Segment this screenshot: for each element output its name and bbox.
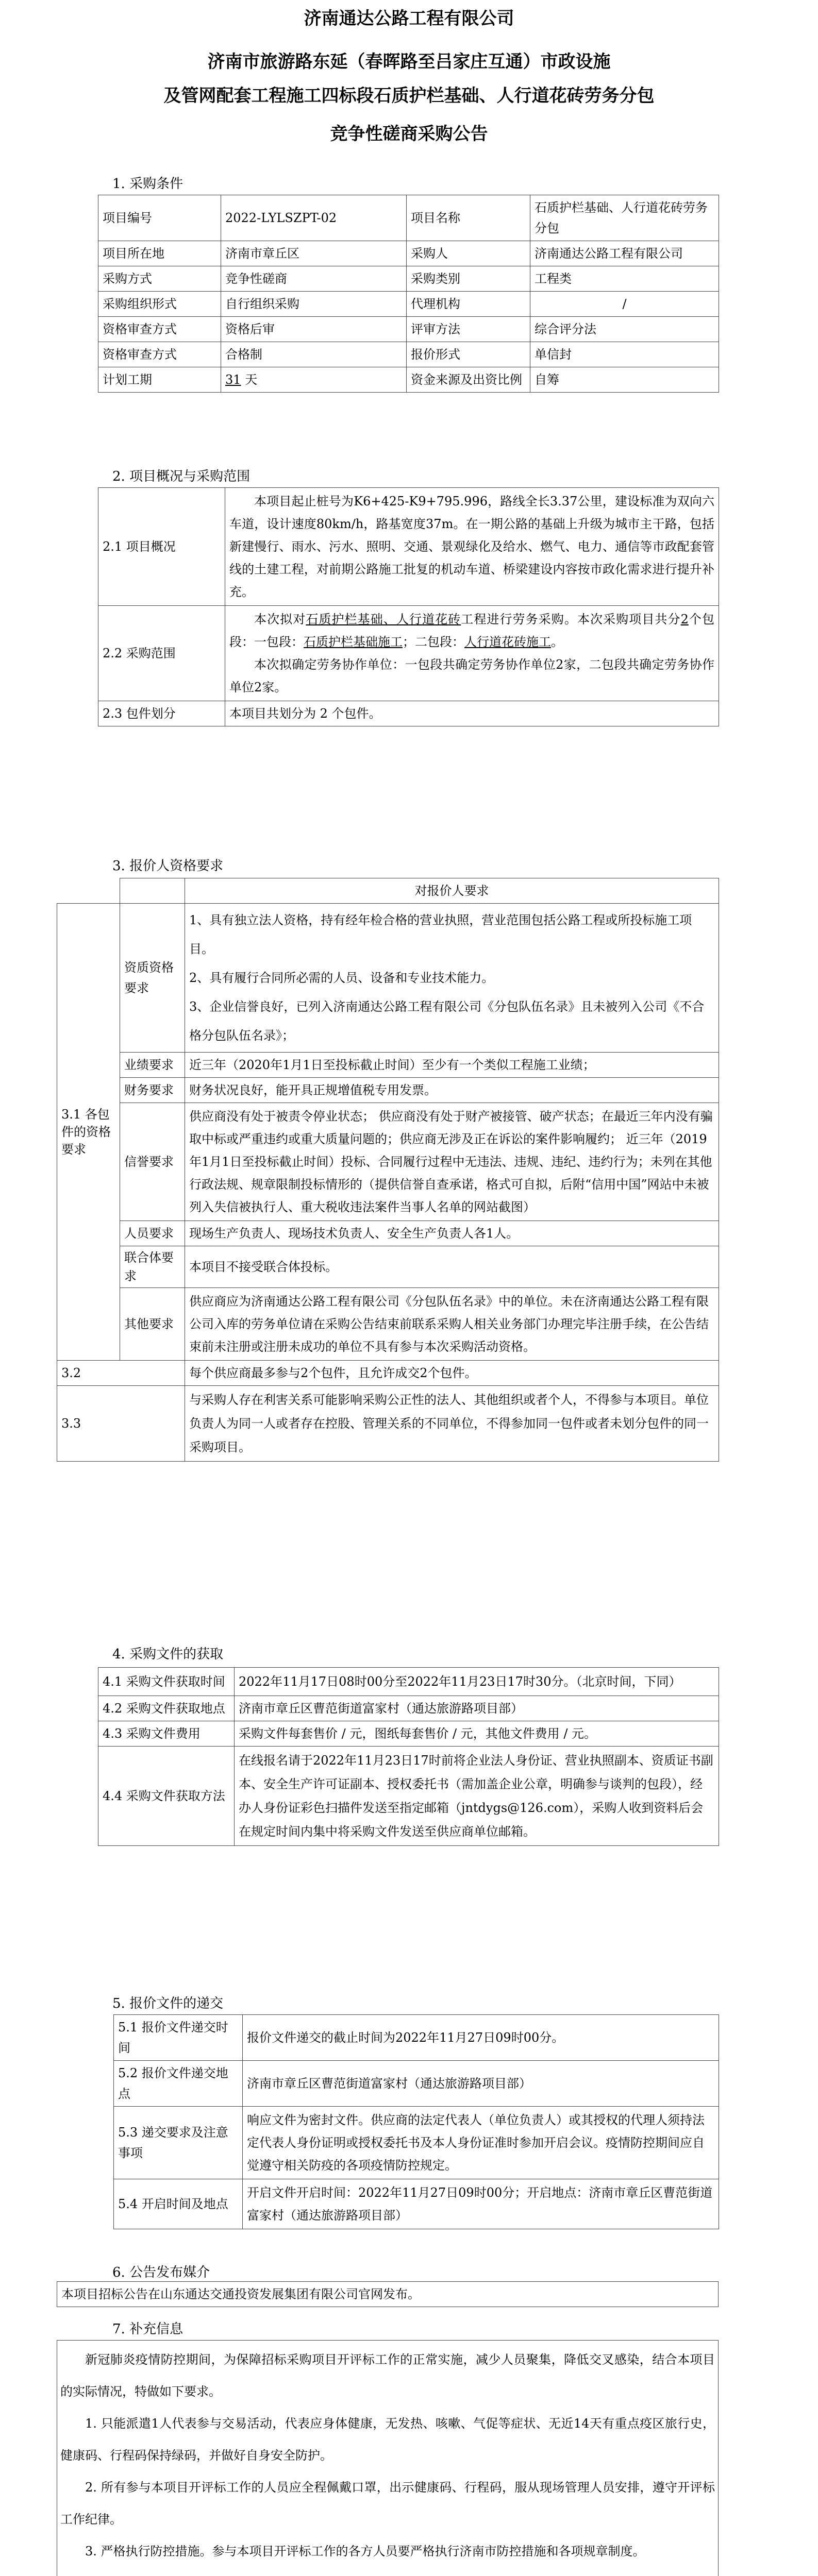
cell-value: /: [530, 292, 719, 317]
cell-label: 其他要求: [120, 1288, 185, 1361]
cell-value: 石质护栏基础、人行道花砖劳务分包: [530, 195, 719, 241]
table-row: [98, 1721, 719, 1747]
cell-label: 资金来源及出资比例: [407, 367, 530, 393]
cell-label: 4.2 采购文件获取地点: [98, 1696, 235, 1721]
requirement-line: 1、具有独立法人资格，持有经年检合格的营业执照，营业范围包括公路工程或所投标施工项目。: [189, 913, 692, 956]
table-row: [57, 1361, 719, 1386]
cell-label: 采购组织形式: [98, 292, 221, 317]
cell-value: 现场生产负责人、现场技术负责人、安全生产负责人各1人。: [185, 1221, 719, 1246]
section-3-heading: 3. 报价人资格要求: [112, 858, 224, 874]
document-acquisition-table: [98, 1667, 719, 1846]
cell-label: 资格审查方式: [98, 342, 221, 367]
cell-value: 近三年（2020年1月1日至投标截止时间）至少有一个类似工程施工业绩；: [185, 1053, 719, 1078]
cell-value: 报价文件递交的截止时间为2022年11月27日09时00分。: [243, 2015, 719, 2061]
table-row: [98, 266, 719, 292]
supplementary-paragraph: 1. 只能派遣1人代表参与交易活动，代表应身体健康，无发热、咳嗽、气促等症状、无近14天有重点疫区旅行史，健康码、行程码保持绿码，并做好自身安全防护。: [60, 2416, 715, 2463]
scope-text: ；二包段：: [403, 635, 464, 649]
cell-label: 项目名称: [407, 195, 530, 241]
cell-label: 2.3 包件划分: [98, 701, 225, 726]
cell-label: 4.1 采购文件获取时间: [98, 1668, 235, 1696]
table-row: [114, 2107, 719, 2179]
supplementary-paragraph: [60, 2567, 715, 2576]
cell-label: 项目所在地: [98, 241, 221, 266]
table-row: [57, 1221, 719, 1246]
project-title-line-2: 及管网配套工程施工四标段石质护栏基础、人行道花砖劳务分包: [163, 86, 655, 106]
bid-submission-table: [113, 2014, 719, 2229]
table-row: [98, 1696, 719, 1721]
cell-value: 2022年11月17日08时00分至2022年11月23日17时30分。（北京时间，下同）: [235, 1668, 719, 1696]
table-row: [57, 1288, 719, 1361]
section-5-heading: 5. 报价文件的递交: [112, 1996, 224, 2011]
project-overview-text: 本项目起止桩号为K6+425-K9+795.996，路线全长3.37公里，建设标准为双向六车道，设计速度80km/h，路基宽度37m。在一期公路的基础上升级为城市主干路，包括新建慢行、雨水、污水、照明、交通、景观绿化及给水、燃气、电力、通信等市政配套管线的土建工程，对前期公路施工批复的机动车道、桥梁建设内容按市政化需求进行提升补充。: [225, 488, 719, 606]
supplementary-paragraph: 3. 严格执行防控措施。参与本项目开评标工作的各方人员要严格执行济南市防控措施和各项规章制度。: [85, 2544, 645, 2558]
table-row: [57, 1386, 719, 1462]
cell-label: 2.1 项目概况: [98, 488, 225, 606]
scope-work-items: 石质护栏基础、人行道花砖: [306, 612, 461, 626]
section-7-heading: 7. 补充信息: [112, 2321, 183, 2337]
cell-label: 5.1 报价文件递交时间: [114, 2015, 243, 2061]
announcement-title: 竞争性磋商采购公告: [330, 124, 488, 144]
cell-label: 5.2 报价文件递交地点: [114, 2061, 243, 2107]
table-row: [57, 904, 719, 1053]
table-row: [98, 195, 719, 241]
cell-label: 4.4 采购文件获取方法: [98, 1747, 235, 1846]
table-row: [114, 2179, 719, 2229]
column-header: 对报价人要求: [185, 878, 719, 904]
cell-value: 每个供应商最多参与2个包件，且允许成交2个包件。: [185, 1361, 719, 1386]
scope-paragraph-1: [229, 608, 714, 653]
scope-paragraph-2: 本次拟确定劳务协作单位：一包段共确定劳务协作单位2家，二包段共确定劳务协作单位2家。: [229, 657, 714, 694]
section-4-heading: 4. 采购文件的获取: [112, 1647, 224, 1662]
cell-label: 3.2: [57, 1361, 185, 1386]
cell-label: 代理机构: [407, 292, 530, 317]
duration-days: 31: [225, 372, 241, 387]
procurement-scope-text: [225, 606, 719, 701]
cell-value: 供应商没有处于被责令停业状态； 供应商没有处于财产被接管、破产状态；在最近三年内没有骗取中标或严重违约或重大质量问题的；供应商无涉及正在诉讼的案件影响履约； 近三年（2019年1月1日至投标截止时间）投标、合同履行过程中无违法、违规、违纪、违约行为；未列在其他行政法规、规章限制投标情形的（提供信誉自查承诺，格式可自拟，后附“信用中国”网站中未被列入失信被执行人、重大税收违法案件当事人名单的网站截图）: [185, 1103, 719, 1221]
table-row: [98, 292, 719, 317]
qualification-table: [57, 878, 719, 1462]
cell-label: 资格审查方式: [98, 317, 221, 342]
table-row: [98, 342, 719, 367]
cell-value: 竞争性磋商: [221, 266, 407, 292]
procurement-conditions-table: [98, 195, 719, 393]
cell-label: 评审方法: [407, 317, 530, 342]
cell-label: 财务要求: [120, 1078, 185, 1103]
supplementary-paragraph: 新冠肺炎疫情防控期间，为保障招标采购项目开评标工作的正常实施，减少人员聚集，降低交叉感染，结合本项目的实际情况，特做如下要求。: [60, 2352, 715, 2399]
supplementary-paragraph: 2. 所有参与本项目开评标工作的人员应全程佩戴口罩，出示健康码、行程码，服从现场管理人员安排，遵守开评标工作纪律。: [60, 2480, 715, 2527]
cell-label: 业绩要求: [120, 1053, 185, 1078]
cell-value: 济南市章丘区: [221, 241, 407, 266]
blank-cell: [57, 878, 120, 904]
section-2-heading: 2. 项目概况与采购范围: [112, 469, 251, 484]
cell-value: 2022-LYLSZPT-02: [221, 195, 407, 241]
table-row: [98, 488, 719, 606]
cell-value: 资格后审: [221, 317, 407, 342]
duration-unit: 天: [245, 372, 258, 387]
cell-value: 采购文件每套售价 / 元，图纸每套售价 / 元，其他文件费用 / 元。: [235, 1721, 719, 1747]
cell-value: 财务状况良好，能开具正规增值税专用发票。: [185, 1078, 719, 1103]
table-row: [57, 1103, 719, 1221]
cell-label: 项目编号: [98, 195, 221, 241]
table-row: [98, 367, 719, 393]
cell-value: 响应文件为密封文件。供应商的法定代表人（单位负责人）或其授权的代理人须持法定代表人身份证明或授权委托书及本人身份证准时参加开启会议。疫情防控期间应自觉遵守相关防疫的各项疫情防控规定。: [243, 2107, 719, 2179]
requirement-line: 2、具有履行合同所必需的人员、设备和专业技术能力。: [189, 971, 494, 985]
cell-label: 采购方式: [98, 266, 221, 292]
table-row: [57, 2282, 719, 2307]
table-row: [98, 701, 719, 726]
cell-label: 信誉要求: [120, 1103, 185, 1221]
cell-label: 3.3: [57, 1386, 185, 1462]
cell-value: 本项目招标公告在山东通达交通投资发展集团有限公司官网发布。: [57, 2282, 719, 2307]
cell-label: 2.2 采购范围: [98, 606, 225, 701]
table-row: [98, 1747, 719, 1846]
cell-label: 联合体要求: [120, 1246, 185, 1288]
scope-package-2: 人行道花砖施工: [464, 635, 551, 649]
cell-value: 与采购人存在利害关系可能影响采购公正性的法人、其他组织或者个人，不得参与本项目。单位负责人为同一人或者存在控股、管理关系的不同单位，不得参加同一包件或者未划分包件的同一采购项目。: [185, 1386, 719, 1462]
scope-text: 工程进行劳务采购。本次采购项目共分: [461, 612, 681, 626]
cell-value: 自行组织采购: [221, 292, 407, 317]
scope-text: 本次拟对: [254, 612, 306, 626]
cell-value: 济南通达公路工程有限公司: [530, 241, 719, 266]
table-row: [98, 241, 719, 266]
table-row: [114, 2015, 719, 2061]
table-row: [57, 878, 719, 904]
cell-value: 本项目不接受联合体投标。: [185, 1246, 719, 1288]
project-title-line-1: 济南市旅游路东延（春晖路至吕家庄互通）市政设施: [207, 52, 611, 72]
cell-label: 4.3 采购文件费用: [98, 1721, 235, 1747]
section-6-heading: 6. 公告发布媒介: [112, 2265, 210, 2280]
cell-label: 5.4 开启时间及地点: [114, 2179, 243, 2229]
cell-value: 济南市章丘区曹范街道富家村（通达旅游路项目部）: [243, 2061, 719, 2107]
cell-value: 工程类: [530, 266, 719, 292]
table-row: [57, 1246, 719, 1288]
cell-value: 综合评分法: [530, 317, 719, 342]
cell-value: 济南市章丘区曹范街道富家村（通达旅游路项目部）: [235, 1696, 719, 1721]
package-division-text: 本项目共划分为 2 个包件。: [225, 701, 719, 726]
cell-value: [185, 904, 719, 1053]
cell-label: 5.3 递交要求及注意事项: [114, 2107, 243, 2179]
table-row: [98, 606, 719, 701]
cell-label: 采购人: [407, 241, 530, 266]
table-row: [114, 2061, 719, 2107]
section-1-heading: 1. 采购条件: [112, 176, 183, 192]
table-row: [57, 1078, 719, 1103]
cell-label: 资质资格要求: [120, 904, 185, 1053]
cell-label: 采购类别: [407, 266, 530, 292]
publication-media-table: [57, 2281, 719, 2307]
cell-value: 在线报名请于2022年11月23日17时前将企业法人身份证、营业执照副本、资质证书副本、安全生产许可证副本、授权委托书（需加盖企业公章，明确参与谈判的包段），经办人身份证彩色扫描件发送至指定邮箱（jntdygs@126.com），采购人收到资料后会在规定时间内集中将采购文件发送至供应商单位邮箱。: [235, 1747, 719, 1846]
cell-label: 人员要求: [120, 1221, 185, 1246]
supplementary-info-box: [57, 2340, 719, 2576]
company-title: 济南通达公路工程有限公司: [304, 8, 514, 29]
blank-cell: [120, 878, 185, 904]
project-overview-table: [98, 487, 719, 726]
table-row: [98, 1668, 719, 1696]
requirement-line: 3、企业信誉良好，已列入济南通达公路工程有限公司《分包队伍名录》且未被列入公司《不合格分包队伍名录》；: [189, 999, 705, 1043]
scope-text: 。: [551, 635, 563, 649]
cell-label: 计划工期: [98, 367, 221, 393]
cell-label: 报价形式: [407, 342, 530, 367]
table-row: [57, 1053, 719, 1078]
cell-value: 单信封: [530, 342, 719, 367]
cell-value: 供应商应为济南通达公路工程有限公司《分包队伍名录》中的单位。未在济南通达公路工程有限公司入库的劳务单位请在采购公告结束前联系采购人相关业务部门办理完毕注册手续，在公告结束前未注册或注册未成功的单位不具有参与本次采购活动资格。: [185, 1288, 719, 1361]
cell-value: [221, 367, 407, 393]
scope-package-count: 2: [680, 612, 689, 626]
cell-value: 合格制: [221, 342, 407, 367]
scope-text: 个包段：一包段：: [229, 612, 715, 649]
cell-value: 开启文件开启时间：2022年11月27日09时00分；开启地点：济南市章丘区曹范街道富家村（通达旅游路项目部）: [243, 2179, 719, 2229]
scope-package-1: 石质护栏基础施工: [304, 635, 403, 649]
cell-value: 自筹: [530, 367, 719, 393]
qualification-outer-label: 3.1 各包件的资格要求: [57, 904, 120, 1361]
table-row: [98, 317, 719, 342]
